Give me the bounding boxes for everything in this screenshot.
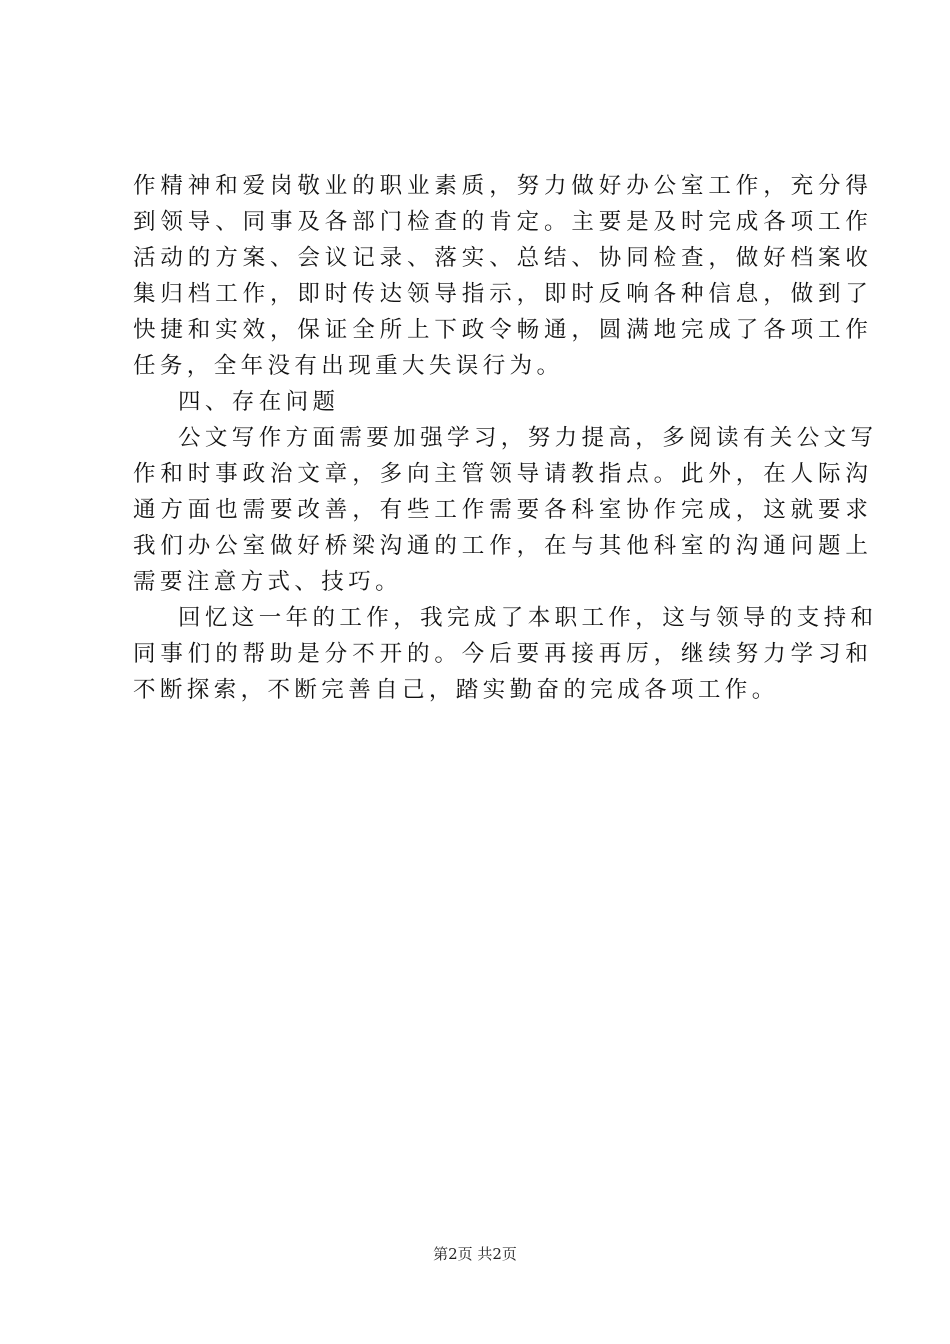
text-line: 活动的方案、会议记录、落实、总结、协同检查，做好档案收: [133, 245, 873, 271]
text-line: 到领导、同事及各部门检查的肯定。主要是及时完成各项工作: [133, 209, 873, 235]
text-line: 集归档工作，即时传达领导指示，即时反响各种信息，做到了: [133, 281, 873, 307]
text-line: 作和时事政治文章，多向主管领导请教指点。此外，在人际沟: [133, 461, 873, 487]
text-line: 不断探索，不断完善自己，踏实勤奋的完成各项工作。: [133, 677, 779, 703]
text-line: 通方面也需要改善，有些工作需要各科室协作完成，这就要求: [133, 497, 873, 523]
text-line: 我们办公室做好桥梁沟通的工作，在与其他科室的沟通问题上: [133, 533, 873, 559]
text-line: 任务，全年没有出现重大失误行为。: [133, 353, 564, 379]
page-number-footer: 第2页 共2页: [433, 1245, 517, 1263]
text-line: 作精神和爱岗敬业的职业素质，努力做好办公室工作，充分得: [133, 173, 873, 199]
text-line: 快捷和实效，保证全所上下政令畅通，圆满地完成了各项工作: [133, 317, 873, 343]
section-heading: 四、存在问题: [178, 389, 340, 415]
text-line: 回忆这一年的工作，我完成了本职工作，这与领导的支持和: [178, 605, 878, 631]
document-body: [133, 168, 878, 708]
text-line: 同事们的帮助是分不开的。今后要再接再厉，继续努力学习和: [133, 641, 873, 667]
text-line: 需要注意方式、技巧。: [133, 569, 403, 595]
text-line: 公文写作方面需要加强学习，努力提高，多阅读有关公文写: [178, 425, 878, 451]
